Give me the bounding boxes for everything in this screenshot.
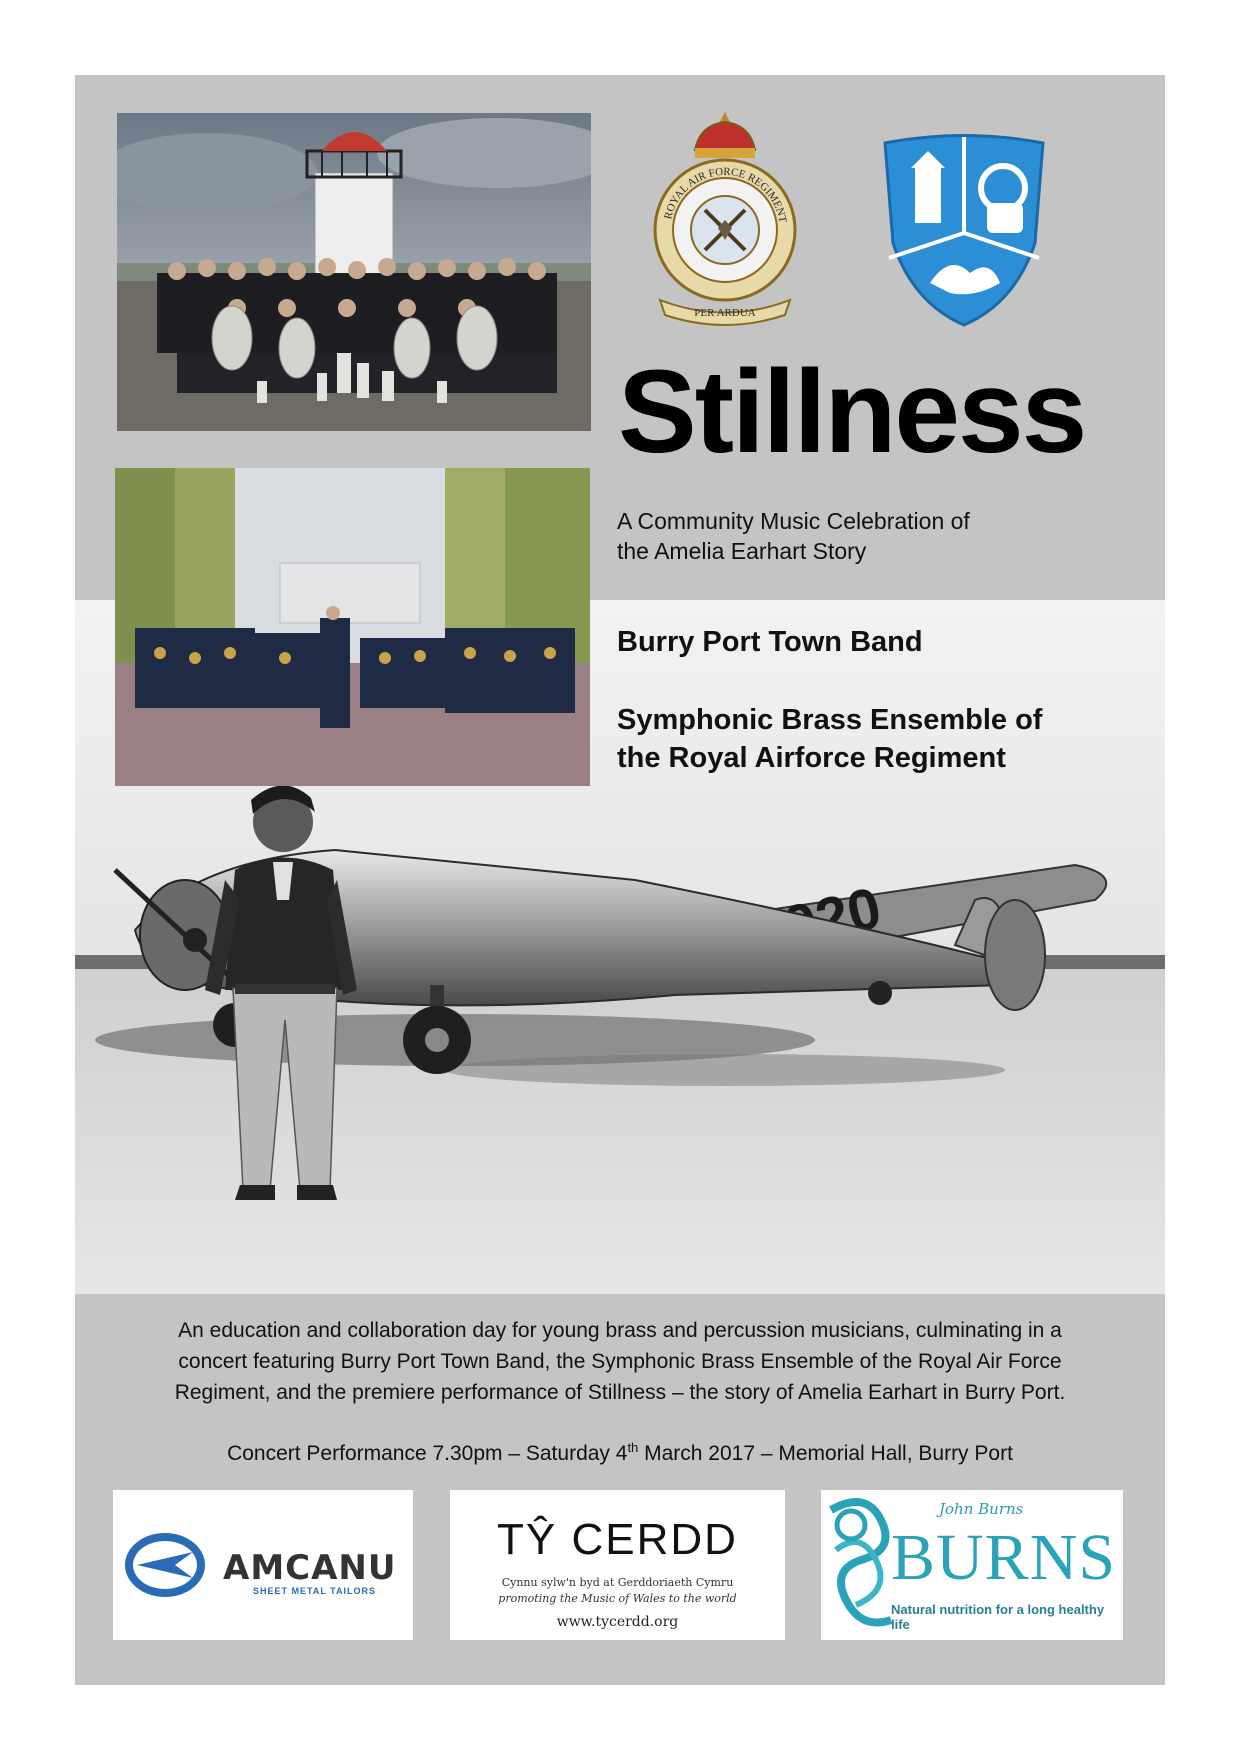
concert-details <box>75 1440 1165 1466</box>
tycerdd-url: www.tycerdd.org <box>556 1614 679 1630</box>
raf-regiment-crest <box>640 110 810 335</box>
description-line: An education and collaboration day for young brass and percussion musicians, culminating in a <box>178 1319 1062 1342</box>
band-shield-crest <box>875 133 1053 328</box>
sponsor-burns-logo <box>821 1490 1123 1640</box>
amcanu-name: AMCANU <box>223 1548 397 1588</box>
burns-name: BURNS <box>891 1521 1117 1594</box>
subtitle-line: A Community Music Celebration of <box>617 508 970 534</box>
marching-band-photo <box>115 468 590 786</box>
performer-symphonic-brass-ensemble <box>617 701 1137 777</box>
burns-tagline: Natural nutrition for a long healthy life <box>891 1602 1105 1632</box>
concert-date-suffix: th <box>627 1440 639 1455</box>
event-description <box>95 1315 1145 1408</box>
performer-line: the Royal Airforce Regiment <box>617 742 1006 774</box>
concert-prefix: Concert Performance 7.30pm – Saturday 4 <box>227 1442 628 1465</box>
band-lighthouse-photo <box>117 113 591 431</box>
crest-ring-text: ROYAL AIR FORCE REGIMENT <box>662 165 789 224</box>
performer-burry-port-town-band: Burry Port Town Band <box>617 626 923 658</box>
burns-signature: John Burns <box>939 1500 1024 1518</box>
concert-suffix: March 2017 – Memorial Hall, Burry Port <box>638 1442 1013 1465</box>
description-line: concert featuring Burry Port Town Band, the Symphonic Brass Ensemble of the Royal Air Force <box>178 1350 1062 1373</box>
description-line: Regiment, and the premiere performance of Stillness – the story of Amelia Earhart in Burry Port. <box>174 1381 1066 1404</box>
event-subtitle <box>617 506 1097 566</box>
subtitle-line: the Amelia Earhart Story <box>617 538 867 564</box>
tycerdd-english-line: promoting the Music of Wales to the world <box>498 1592 737 1605</box>
performer-line: Symphonic Brass Ensemble of <box>617 704 1043 736</box>
poster <box>75 75 1165 1685</box>
crest-motto: PER ARDUA <box>694 307 756 319</box>
event-title: Stillness <box>618 346 1086 478</box>
sponsor-tycerdd-logo <box>450 1490 785 1640</box>
tycerdd-name: TŶ CERDD <box>497 1515 738 1564</box>
amcanu-tagline: SHEET METAL TAILORS <box>253 1586 377 1596</box>
sponsor-amcanu-logo <box>113 1490 413 1640</box>
tycerdd-welsh-line: Cynnu sylw'n byd at Gerddoriaeth Cymru <box>501 1576 734 1589</box>
